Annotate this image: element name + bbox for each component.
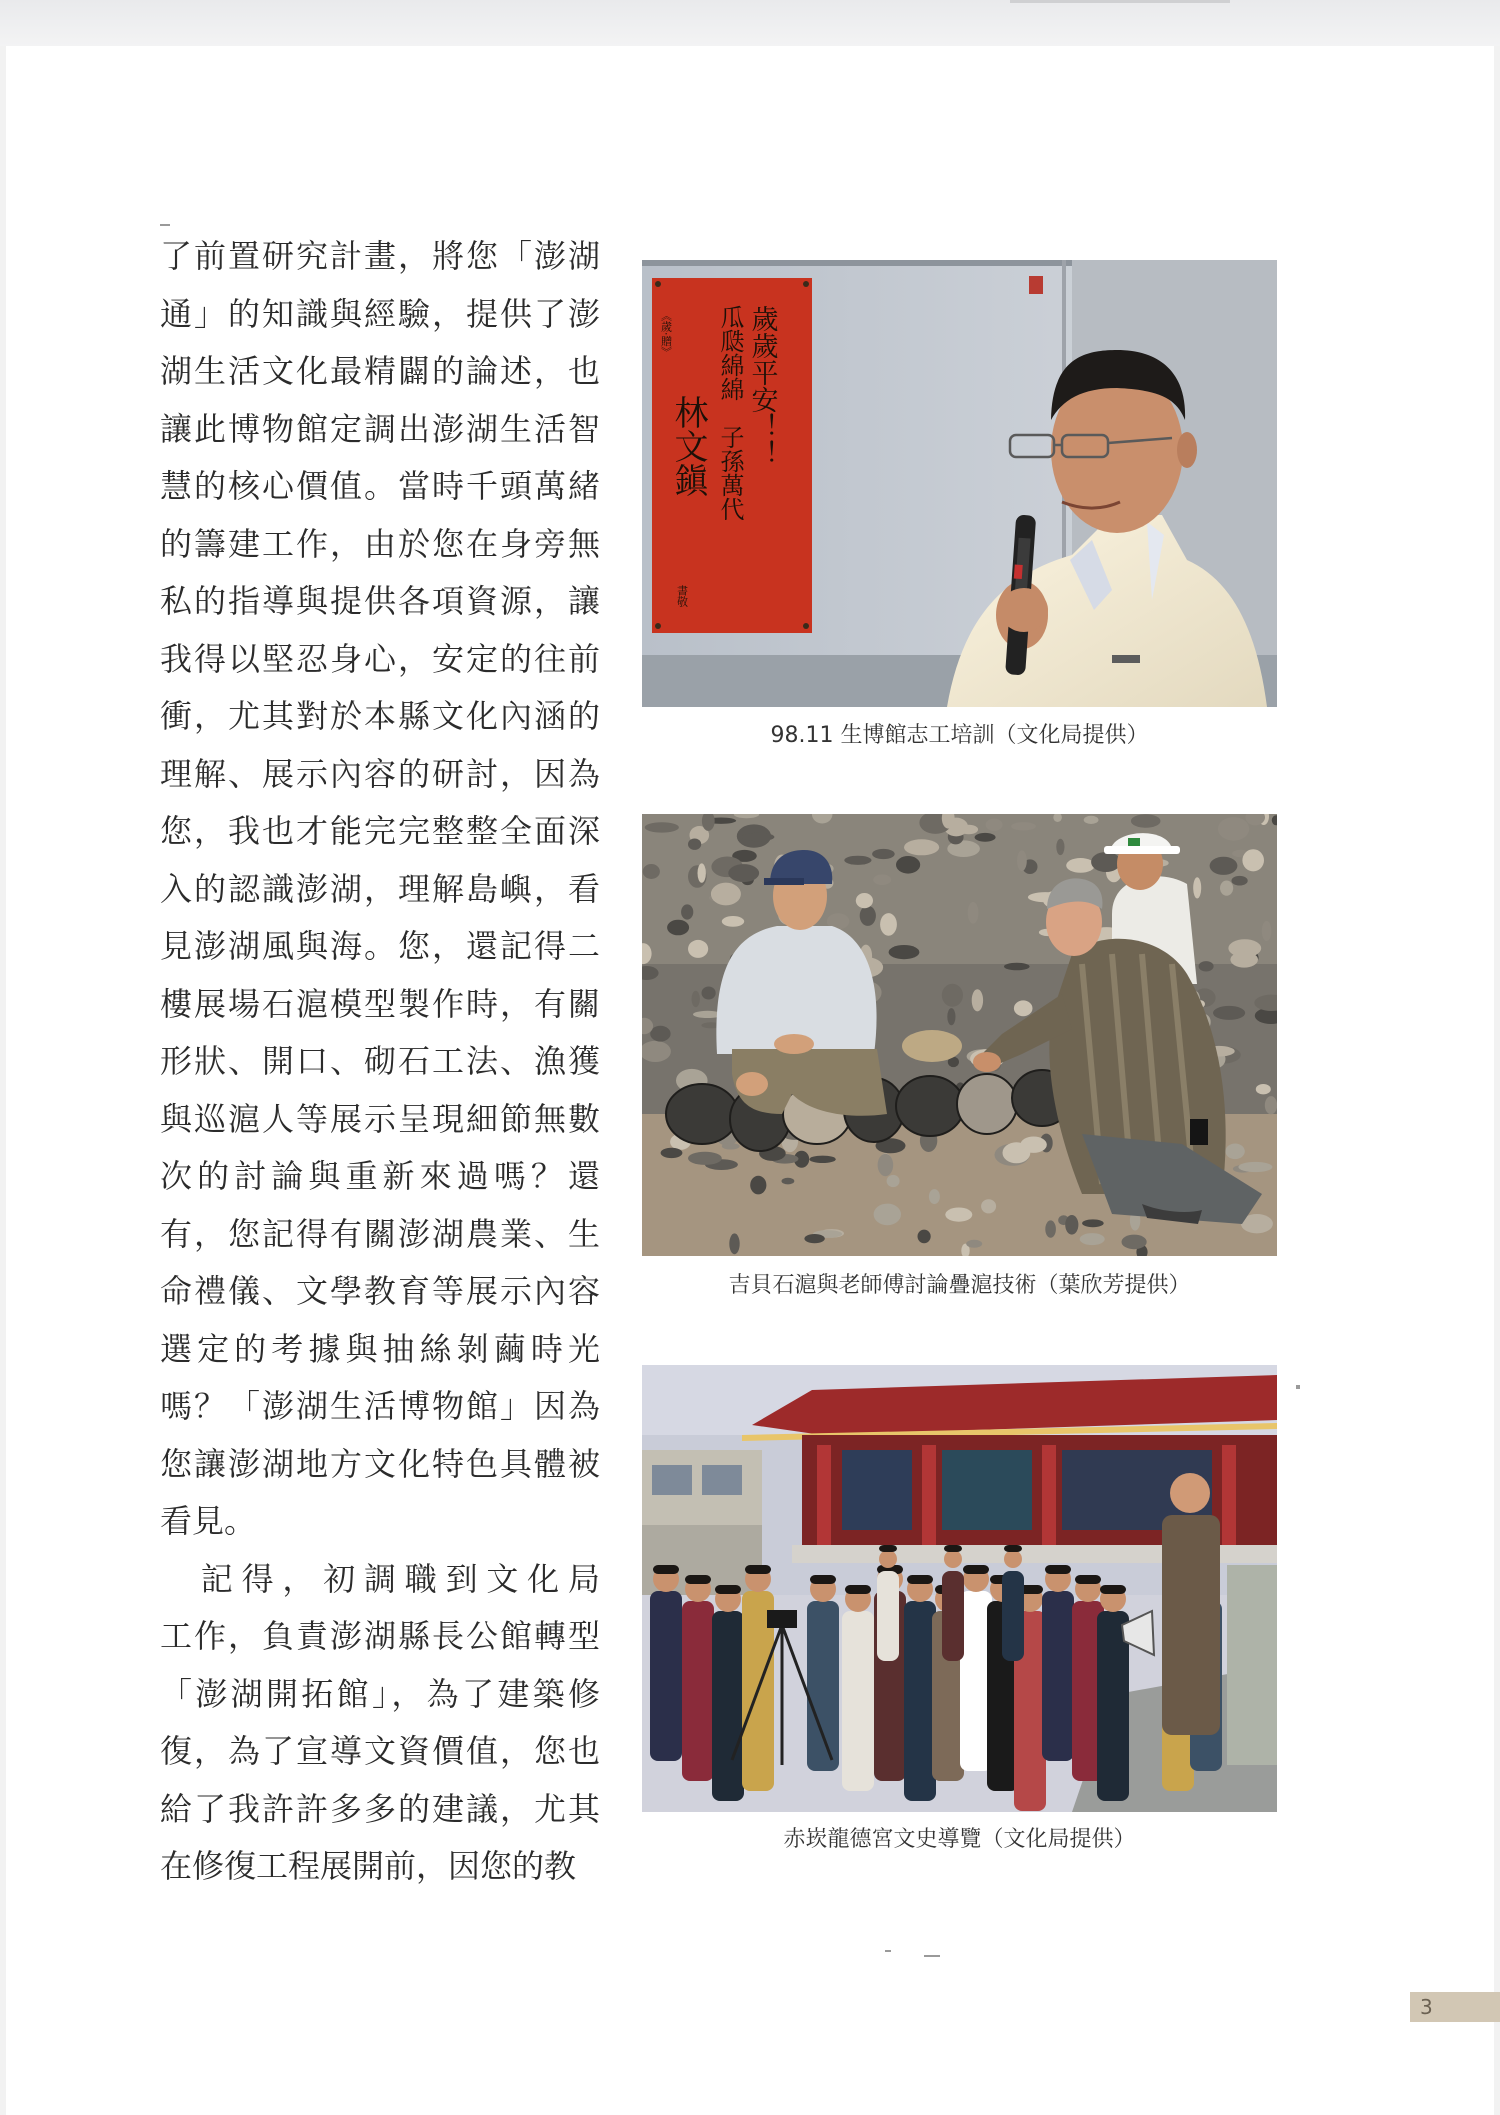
- scan-speck: [1296, 1385, 1300, 1389]
- crowd-hair: [845, 1585, 871, 1594]
- pebble: [688, 839, 701, 850]
- pebble: [1210, 857, 1238, 875]
- body-text-line: 給了我許許多多的建議，尤其: [160, 1789, 600, 1828]
- body-text-line: 通」的知識與經驗，提供了澎: [160, 294, 600, 333]
- pebble: [880, 913, 897, 936]
- scan-right-edge: [1494, 46, 1500, 2115]
- pebble: [1020, 1137, 1046, 1153]
- pebble: [1230, 952, 1258, 968]
- pebble: [929, 1189, 940, 1204]
- pebble: [698, 863, 706, 882]
- pebble: [688, 1152, 722, 1165]
- body-text-line: 我得以堅忍身心，安定的往前: [160, 639, 600, 678]
- body-text-line: 復，為了宣導文資價值，您也: [160, 1732, 600, 1770]
- banner-line-2: 瓜瓞綿綿 子孫萬代: [716, 305, 744, 521]
- crowd-hair: [1075, 1575, 1101, 1584]
- pebble: [904, 839, 939, 855]
- crowd-hair: [810, 1575, 836, 1584]
- pebble: [1082, 1219, 1104, 1227]
- scan-hairline: [1010, 0, 1230, 3]
- pebble: [1091, 852, 1121, 872]
- body-text-line: 次的討論與重新來過嗎？還: [160, 1157, 600, 1195]
- pebble: [856, 893, 873, 908]
- photo-volunteer-training: [642, 260, 1277, 707]
- pebble: [1193, 877, 1201, 898]
- scan-speck: [924, 1955, 940, 1957]
- photo-temple-tour: [642, 1365, 1277, 1812]
- pebble: [645, 822, 679, 832]
- crowd-hair: [963, 1565, 989, 1574]
- crowd-hair: [745, 1565, 771, 1574]
- pebble: [878, 1154, 894, 1176]
- pebble: [661, 1148, 683, 1158]
- crowd-hair: [1100, 1585, 1126, 1594]
- crowd-person: [1002, 1571, 1024, 1661]
- crowd-hair: [715, 1585, 741, 1594]
- crowd-person: [807, 1601, 839, 1771]
- crowd-hair: [907, 1575, 933, 1584]
- pebble: [1066, 858, 1095, 873]
- pebble: [809, 1156, 835, 1163]
- pebble: [1080, 1233, 1105, 1245]
- crowd-person: [712, 1611, 744, 1801]
- crowd-head: [879, 1550, 897, 1568]
- crowd-person: [682, 1601, 714, 1781]
- photo-stone-weir-image: [642, 814, 1277, 1256]
- crowd-person: [650, 1591, 682, 1761]
- body-text-line: 慧的核心價值。當時千頭萬緒: [160, 467, 600, 505]
- pebble: [702, 987, 716, 1000]
- pebble: [1004, 963, 1030, 971]
- pebble: [681, 904, 693, 919]
- pebble: [667, 920, 689, 936]
- body-text-line: 了前置研究計畫，將您「澎湖: [160, 237, 600, 275]
- pebble: [1084, 816, 1099, 824]
- banner-small-right: 書敬: [675, 585, 689, 607]
- photo-caption-1: 98.11 生博館志工培訓（文化局提供）: [770, 723, 1149, 748]
- pebble: [1220, 881, 1233, 896]
- scan-speck: [160, 224, 170, 226]
- pebble: [1225, 1144, 1244, 1160]
- pebble: [860, 906, 876, 926]
- pebble: [942, 984, 963, 1007]
- body-text-line: 樓展場石滬模型製作時，有關: [160, 984, 600, 1023]
- pebble: [968, 902, 979, 924]
- body-text-line: 見澎湖風與海。您，還記得二: [160, 927, 600, 965]
- crowd-head: [944, 1550, 962, 1568]
- body-text-line: 在修復工程展開前，因您的教: [160, 1847, 577, 1885]
- pebble: [782, 1178, 795, 1185]
- pebble: [650, 1026, 670, 1042]
- page-number: 3: [1410, 1992, 1500, 2022]
- pebble: [947, 1008, 955, 1025]
- photo-temple-tour-image: [642, 1365, 1277, 1812]
- pebble: [692, 991, 700, 1007]
- photo-caption-3: 赤崁龍德宮文史導覽（文化局提供）: [783, 1827, 1136, 1852]
- pebble: [874, 1204, 901, 1226]
- pebble: [986, 819, 1003, 831]
- pebble: [722, 1143, 740, 1149]
- crowd-hair: [653, 1565, 679, 1574]
- pebble: [1122, 1235, 1147, 1250]
- pebble: [972, 989, 983, 1011]
- pebble: [1238, 1162, 1272, 1172]
- pebble: [1213, 1006, 1245, 1020]
- pebble: [887, 1175, 900, 1187]
- pebble: [722, 916, 744, 927]
- pebble: [1045, 1220, 1056, 1237]
- body-text-line: 您，我也才能完完整整全面深: [160, 812, 600, 850]
- banner-name: 林文鎭: [668, 395, 708, 497]
- pebble: [1014, 1000, 1033, 1016]
- pebble: [1256, 1084, 1271, 1094]
- crowd-hair: [1045, 1565, 1071, 1574]
- tour-guide: [1162, 1515, 1220, 1735]
- pebble: [1056, 839, 1064, 855]
- crowd-person: [877, 1571, 899, 1661]
- body-text-line: 與巡滬人等展示呈現細節無數: [160, 1099, 600, 1138]
- body-text-line: 嗎？「澎湖生活博物館」因為: [160, 1387, 600, 1425]
- crowd-hair: [1004, 1545, 1022, 1552]
- pebble: [1262, 921, 1272, 941]
- banner-line-1: 歲歲平安！！: [746, 305, 778, 467]
- pebble: [945, 1208, 972, 1222]
- body-text-line: 入的認識澎湖，理解島嶼，看: [160, 869, 600, 908]
- body-text-line: 「澎湖開拓館」，為了建築修: [160, 1674, 600, 1713]
- pebble: [1131, 814, 1161, 827]
- pebble: [1218, 817, 1249, 841]
- body-text-column: [160, 228, 600, 1896]
- pebble: [872, 849, 895, 859]
- banner-small-left: 《歲·贈》: [659, 310, 673, 358]
- pebble: [966, 1240, 982, 1248]
- pebble: [728, 864, 759, 882]
- pebble: [975, 833, 996, 842]
- crowd-hair: [879, 1545, 897, 1552]
- pebble: [844, 856, 871, 865]
- crowd-hair: [685, 1575, 711, 1584]
- scan-speck: [885, 1950, 891, 1952]
- crowd-person: [842, 1611, 874, 1791]
- pebble: [981, 1199, 996, 1213]
- body-text-line: 工作，負責澎湖縣長公館轉型: [160, 1617, 600, 1655]
- pebble: [1199, 961, 1214, 971]
- pebble: [711, 883, 741, 906]
- body-text-line: 您讓澎湖地方文化特色具體被: [160, 1444, 600, 1483]
- pebble: [742, 833, 775, 841]
- pebble: [1242, 849, 1264, 871]
- crowd-hair: [944, 1545, 962, 1552]
- pebble: [896, 856, 920, 874]
- pebble: [918, 1230, 931, 1244]
- body-text-line: 選定的考據與抽絲剝繭時光: [160, 1329, 600, 1368]
- pebble: [643, 864, 660, 879]
- pebble: [1011, 822, 1036, 830]
- scan-top-band: [0, 0, 1500, 46]
- body-text-line: 命禮儀、文學教育等展示內容: [160, 1272, 600, 1310]
- body-text-line: 理解、展示內容的研討，因為: [160, 754, 600, 793]
- pebble: [750, 1176, 766, 1195]
- body-text-line: 私的指導與提供各項資源，讓: [160, 582, 600, 620]
- pebble: [1065, 1215, 1078, 1235]
- body-text-line: 看見。: [160, 1502, 257, 1540]
- pebble: [1017, 850, 1027, 871]
- crowd-head: [1004, 1550, 1022, 1568]
- body-text-line: 形狀、開口、砌石工法、漁獲: [160, 1042, 600, 1080]
- pebble: [1232, 876, 1248, 886]
- photo-volunteer-training-image: [642, 260, 1277, 707]
- tour-guide-head: [1170, 1473, 1210, 1513]
- crowd-person: [904, 1601, 936, 1801]
- pebble: [804, 1234, 824, 1243]
- body-text-line: 湖生活文化最精闢的論述，也: [160, 352, 600, 390]
- pebble: [889, 945, 920, 959]
- body-text-line: 衝，尤其對於本縣文化內涵的: [160, 697, 600, 735]
- crowd-person: [1042, 1591, 1074, 1761]
- pebble: [729, 1233, 739, 1254]
- body-text-line: 讓此博物館定調出澎湖生活智: [160, 409, 600, 448]
- crowd-person: [942, 1571, 964, 1661]
- pebble: [873, 874, 891, 885]
- body-text-line: 的籌建工作，由於您在身旁無: [160, 524, 600, 563]
- body-text-line: 有，您記得有關澎湖農業、生: [160, 1214, 600, 1253]
- photo-caption-2: 吉貝石滬與老師傅討論疊滬技術（葉欣芳提供）: [728, 1273, 1191, 1298]
- photo-stone-weir: [642, 814, 1277, 1256]
- pebble: [688, 940, 708, 958]
- pebble: [1265, 1096, 1277, 1114]
- body-text-line: 記得，初調職到文化局: [160, 1559, 600, 1598]
- scan-left-edge: [0, 46, 6, 2115]
